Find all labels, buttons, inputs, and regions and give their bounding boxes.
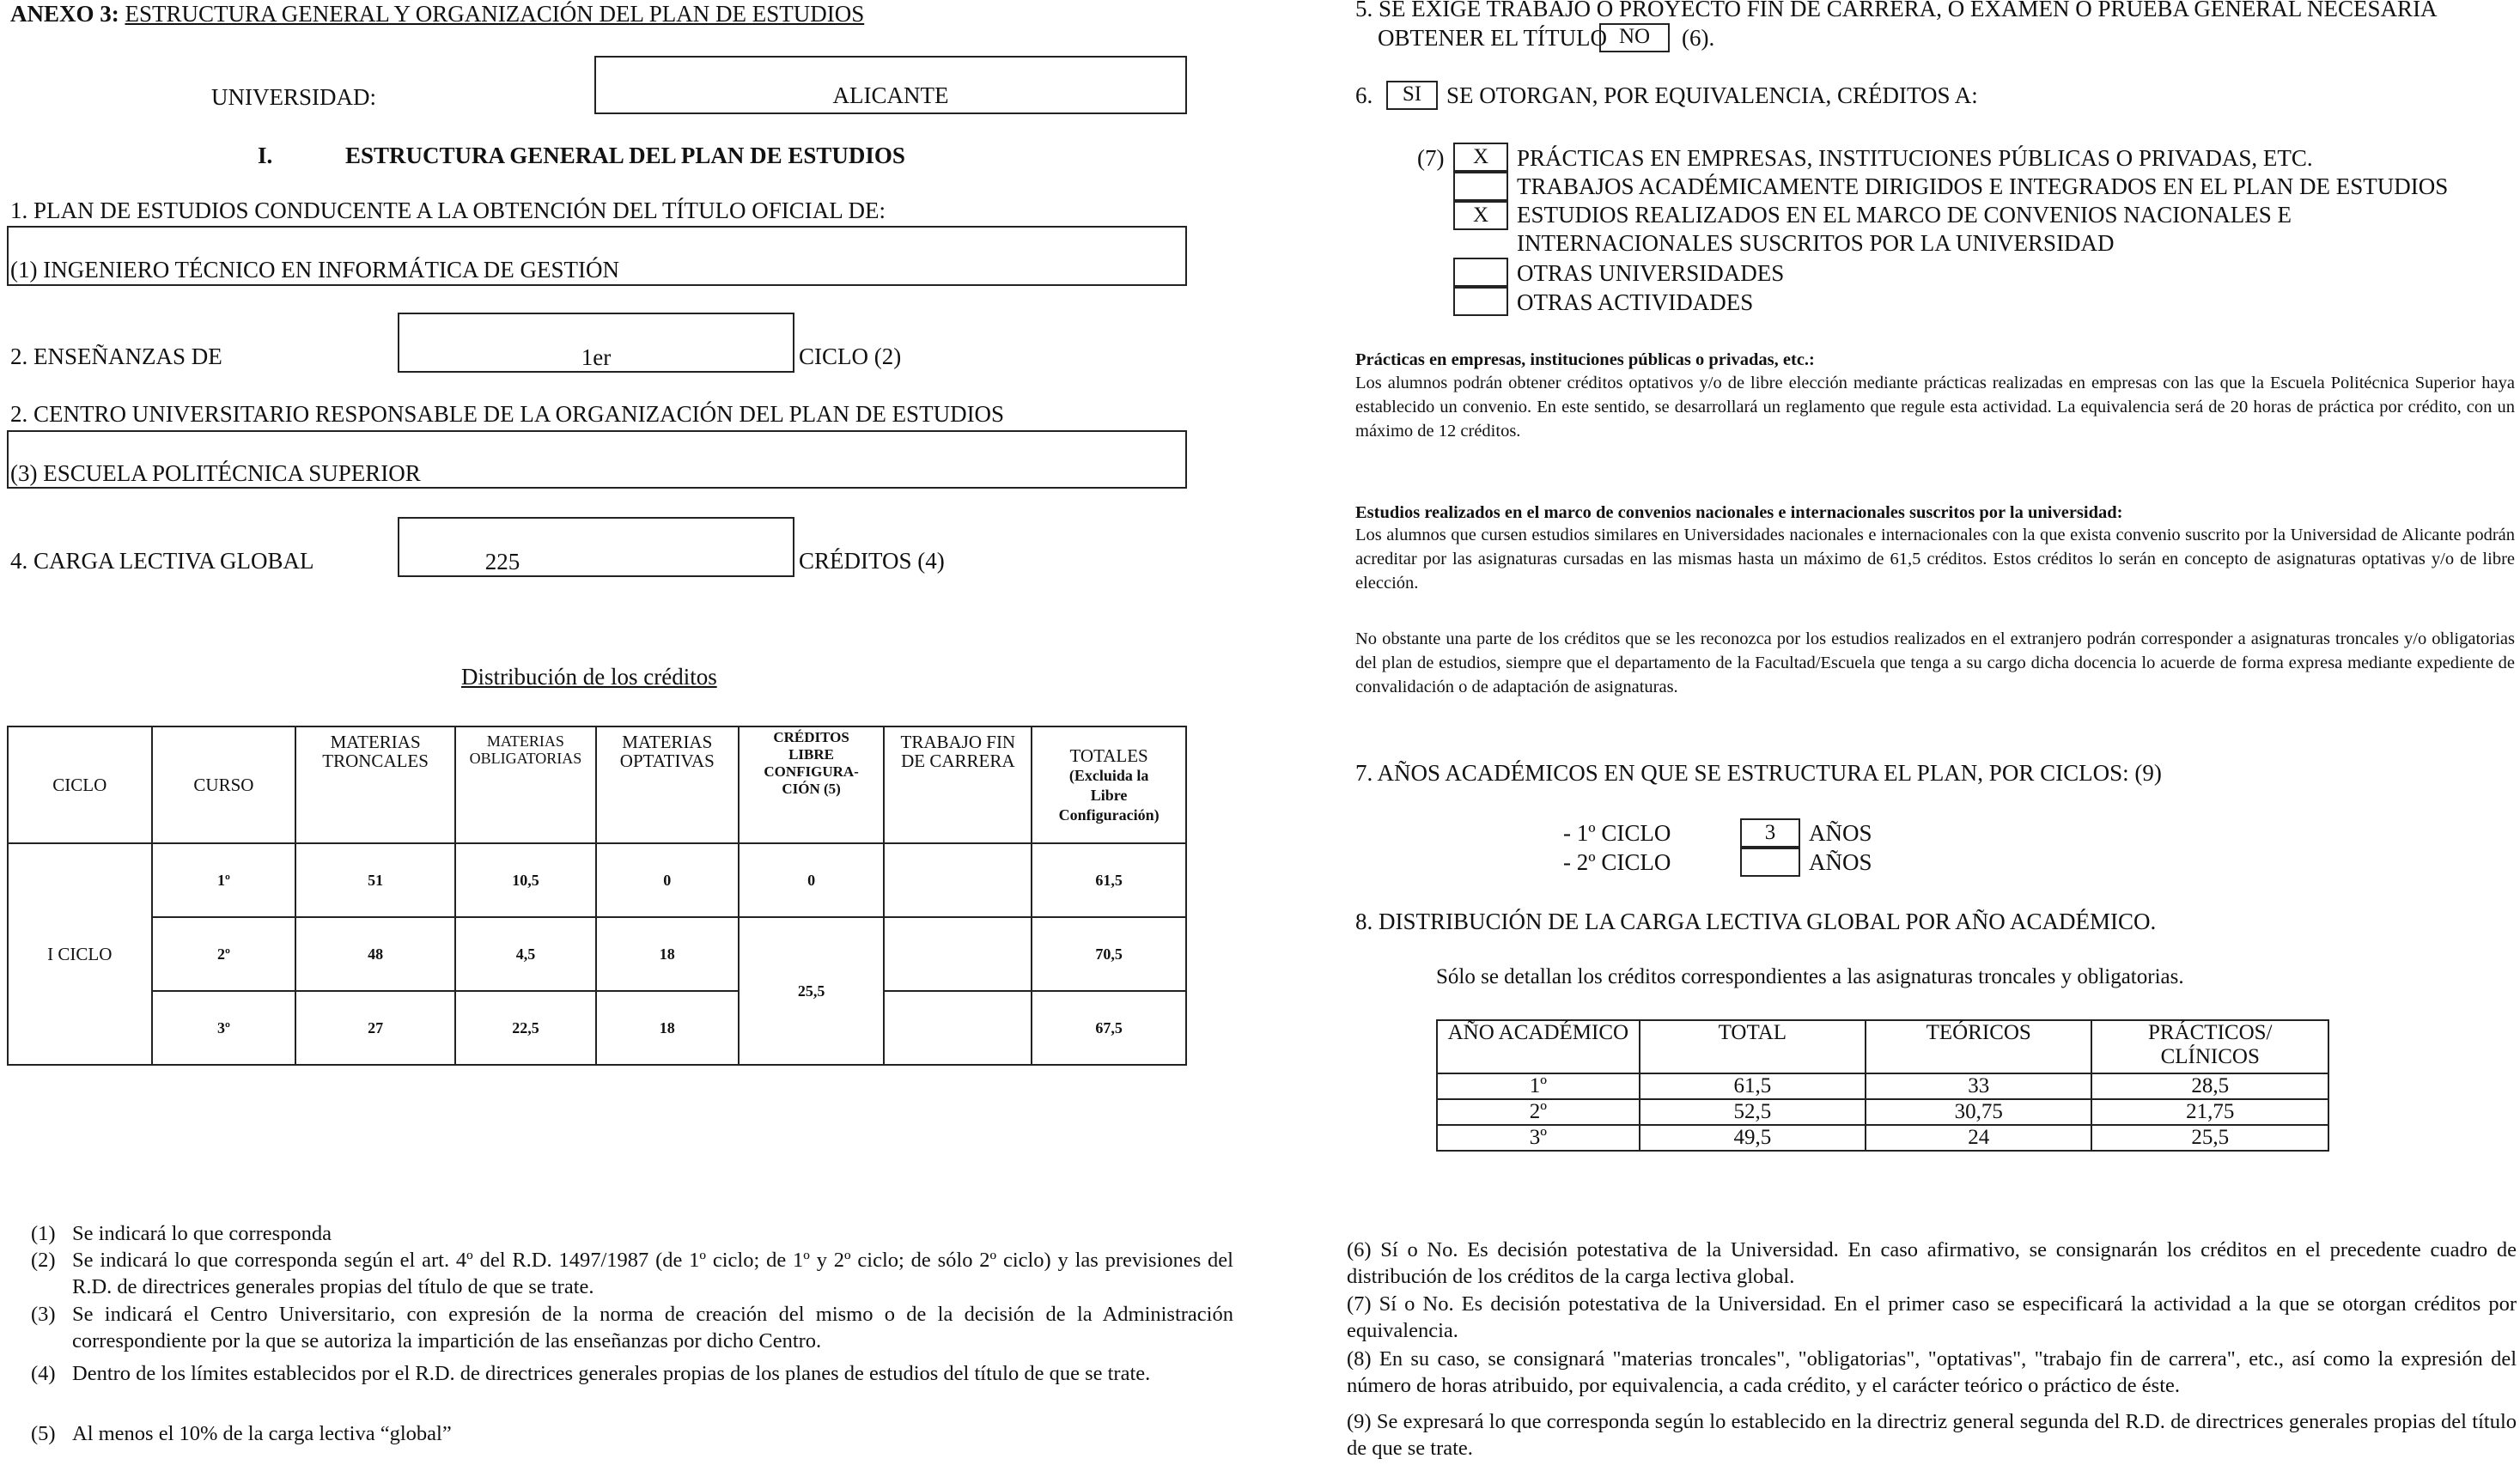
optativas-cell: 0 [596,843,739,917]
carga-anual-table [1436,1019,2329,1152]
option-checkbox [1453,287,1508,316]
item6-label: SE OTORGAN, POR EQUIVALENCIA, CRÉDITOS A: [1446,82,1978,108]
option-checkbox: X [1453,201,1508,230]
estudios-title: Estudios realizados en el marco de convenios nacionales e internacionales suscritos por la universidad: [1355,503,2123,522]
curso-cell: 3º [152,991,296,1065]
trabajo-cell [884,991,1032,1065]
hdr-ano: AÑO ACADÉMICO [1437,1020,1640,1073]
option-label: TRABAJOS ACADÉMICAMENTE DIRIGIDOS E INTEGRADOS EN EL PLAN DE ESTUDIOS [1517,173,2449,199]
practicas-text: Los alumnos podrán obtener créditos optativos y/o de libre elección mediante prácticas realizadas en empresas con las que la Escuela Politécnica Superior haya establecido un convenio. En este sentido, se desarrollará un reglamento que regule esta actividad. La equivalencia será de 20 horas de práctica por crédito, con un máximo de 12 créditos. [1355,374,2515,441]
troncales-cell: 51 [295,843,455,917]
ensenanzas-label: 2. ENSEÑANZAS DE [10,343,222,369]
footnote-5: (5) Al menos el 10% de la carga lectiva “global” [31,1422,452,1445]
option-label: PRÁCTICAS EN EMPRESAS, INSTITUCIONES PÚBLICAS O PRIVADAS, ETC. [1517,145,2313,171]
universidad-value: ALICANTE [832,82,949,108]
hdr-troncales: MATERIAS TRONCALES [295,726,455,843]
section-numeral: I. [258,143,273,168]
footnote-2: (2) Se indicará lo que corresponda según el art. 4º del R.D. 1497/1987 (de 1º ciclo; de 1º y 2º ciclo; de sólo 2º ciclo) y las previsiones del R.D. de directrices generales propias del título de que se trate. [31,1249,1233,1298]
item6-ref: (7) [1417,145,1445,171]
totales-cell: 61,5 [1032,843,1186,917]
option-checkbox [1453,172,1508,201]
footnote-4: (4) Dentro de los límites establecidos por el R.D. de directrices generales propias de los planes de estudios del título de que se trate. [31,1362,1151,1385]
hdr-trabajo: TRABAJO FIN DE CARRERA [884,726,1032,843]
distribucion-title: Distribución de los créditos [461,664,717,690]
item5-line2: OBTENER EL TÍTULO [1378,25,1607,51]
estudios-text: Los alumnos que cursen estudios similares en Universidades nacionales e internacionales con la que exista convenio suscrito por la Universidad de Alicante podrán acreditar por las asignaturas cursadas en las mismas hasta un máximo de 61,5 créditos. Estos créditos lo serán en concepto de asignaturas optativas y/o de libre elección. [1355,526,2515,593]
ano-cell: 2º [1437,1099,1640,1125]
libre-merged-cell: 25,5 [739,917,885,1065]
ciclo1-unit: AÑOS [1809,820,1872,846]
footnote-1: (1) Se indicará lo que corresponda [31,1222,332,1245]
curso-cell: 2º [152,917,296,991]
ciclo1-value-box: 3 [1740,818,1800,848]
trabajo-cell [884,917,1032,991]
item6-prefix: 6. [1355,82,1373,108]
titulo-value: (1) INGENIERO TÉCNICO EN INFORMÁTICA DE GESTIÓN [10,257,619,283]
troncales-cell: 27 [295,991,455,1065]
curso-cell: 1º [152,843,296,917]
hdr-obligatorias: MATERIAS OBLIGATORIAS [455,726,596,843]
ensenanzas-box [398,313,794,373]
practicos-cell: 25,5 [2091,1125,2328,1151]
footnote-8: (8) En su caso, se consignará "materias troncales", "obligatorias", "optativas", "trabajo fin de carrera", etc., así como la expresión del número de horas atribuido, por equivalencia, a cada crédito, y el carácter teórico o práctico de éste. [1347,1347,2517,1397]
option-checkbox: X [1453,143,1508,172]
carga-box [398,517,794,577]
table-row [8,991,1186,1065]
practicos-cell: 21,75 [2091,1099,2328,1125]
optativas-cell: 18 [596,917,739,991]
titulo-box [7,226,1187,286]
table-row [8,917,1186,991]
libre-cell: 0 [739,843,885,917]
hdr-optativas: MATERIAS OPTATIVAS [596,726,739,843]
centro-label: 2. CENTRO UNIVERSITARIO RESPONSABLE DE LA ORGANIZACIÓN DEL PLAN DE ESTUDIOS [10,401,1005,427]
annex-header [10,0,864,27]
total-cell: 49,5 [1640,1125,1866,1151]
hdr-ciclo: CICLO [8,726,152,843]
hdr-libre: CRÉDITOS LIBRE CONFIGURA- CIÓN (5) [739,726,885,843]
centro-value: (3) ESCUELA POLITÉCNICA SUPERIOR [10,460,421,486]
practicos-cell: 28,5 [2091,1073,2328,1099]
item6-value-box: SI [1386,81,1438,110]
hdr-teoricos: TEÓRICOS [1866,1020,2091,1073]
troncales-cell: 48 [295,917,455,991]
section-title: ESTRUCTURA GENERAL DEL PLAN DE ESTUDIOS [345,143,905,168]
total-cell: 52,5 [1640,1099,1866,1125]
obligatorias-cell: 4,5 [455,917,596,991]
obligatorias-cell: 10,5 [455,843,596,917]
annex-title: ESTRUCTURA GENERAL Y ORGANIZACIÓN DEL PLAN DE ESTUDIOS [125,1,865,27]
ciclo2-unit: AÑOS [1809,849,1872,875]
footnote-7: (7) Sí o No. Es decisión potestativa de la Universidad. En el primer caso se especificará la actividad a la que se otorgan créditos por equivalencia. [1347,1292,2517,1342]
ano-cell: 1º [1437,1073,1640,1099]
item5-line1: 5. SE EXIGE TRABAJO O PROYECTO FIN DE CARRERA, O EXAMEN O PRUEBA GENERAL NECESARIA [1355,0,2438,21]
universidad-label: UNIVERSIDAD: [211,84,376,110]
optativas-cell: 18 [596,991,739,1065]
hdr-curso: CURSO [152,726,296,843]
item8-label: 8. DISTRIBUCIÓN DE LA CARGA LECTIVA GLOBAL POR AÑO ACADÉMICO. [1355,909,2157,934]
ensenanzas-suffix: CICLO (2) [799,343,902,369]
creditos-table [7,726,1187,1066]
teoricos-cell: 30,75 [1866,1099,2091,1125]
totales-cell: 67,5 [1032,991,1186,1065]
ciclo2-value-box [1740,848,1800,877]
footnote-6: (6) Sí o No. Es decisión potestativa de la Universidad. En caso afirmativo, se consignarán los créditos en el precedente cuadro de distribución de los créditos de la carga lectiva global. [1347,1238,2517,1288]
option-label: ESTUDIOS REALIZADOS EN EL MARCO DE CONVENIOS NACIONALES E [1517,202,2292,228]
ciclo-cell: I CICLO [8,843,152,1065]
annex-label: ANEXO 3: [10,1,119,27]
practicas-title: Prácticas en empresas, instituciones públicas o privadas, etc.: [1355,350,1815,369]
trabajo-cell [884,843,1032,917]
footnote-3: (3) Se indicará el Centro Universitario, con expresión de la norma de creación del mismo o de la decisión de la Administración correspondiente por la que se autoriza la impartición de las enseñanzas por dicho Centro. [31,1303,1233,1353]
carga-value: 225 [484,549,520,574]
ciclo2-label: - 2º CICLO [1563,849,1671,875]
hdr-practicos: PRÁCTICOS/ CLÍNICOS [2091,1020,2328,1073]
table-row [1437,1125,2328,1151]
estudios-text2: No obstante una parte de los créditos que se les reconozca por los estudios realizados en el extranjero podrán corresponder a asignaturas troncales y/o obligatorias del plan de estudios, siempre que el departamento de la Facultad/Escuela que tenga a su cargo dicha docencia lo acuerde de forma expresa mediante expediente de convalidación o de adaptación de asignaturas. [1355,629,2515,696]
carga-header-row [1437,1020,2328,1073]
universidad-box [594,56,1187,114]
teoricos-cell: 33 [1866,1073,2091,1099]
item7-label: 7. AÑOS ACADÉMICOS EN QUE SE ESTRUCTURA EL PLAN, POR CICLOS: (9) [1355,760,2162,786]
carga-label: 4. CARGA LECTIVA GLOBAL [10,548,314,574]
carga-suffix: CRÉDITOS (4) [799,548,945,574]
centro-box [7,430,1187,489]
ciclo1-label: - 1º CICLO [1563,820,1671,846]
option-label: OTRAS ACTIVIDADES [1517,289,1754,315]
ano-cell: 3º [1437,1125,1640,1151]
item5-suffix: (6). [1682,25,1715,51]
teoricos-cell: 24 [1866,1125,2091,1151]
option-checkbox [1453,258,1508,287]
creditos-header-row [8,726,1186,843]
footnote-9: (9) Se expresará lo que corresponda según lo establecido en la directriz general segunda del R.D. de directrices generales propias del título de que se trate. [1347,1410,2517,1460]
totales-cell: 70,5 [1032,917,1186,991]
item5-value-box: NO [1599,23,1670,52]
hdr-totales: TOTALES (Excluida la Libre Configuración) [1032,726,1186,843]
item8-note: Sólo se detallan los créditos correspondientes a las asignaturas troncales y obligatorias. [1436,965,2184,988]
table-row [1437,1099,2328,1125]
option-label-cont: INTERNACIONALES SUSCRITOS POR LA UNIVERSIDAD [1517,230,2115,256]
table-row [8,843,1186,917]
total-cell: 61,5 [1640,1073,1866,1099]
hdr-total: TOTAL [1640,1020,1866,1073]
titulo-label: 1. PLAN DE ESTUDIOS CONDUCENTE A LA OBTENCIÓN DEL TÍTULO OFICIAL DE: [10,198,886,223]
table-row [1437,1073,2328,1099]
ensenanzas-value: 1er [581,344,612,370]
obligatorias-cell: 22,5 [455,991,596,1065]
option-label: OTRAS UNIVERSIDADES [1517,260,1785,286]
